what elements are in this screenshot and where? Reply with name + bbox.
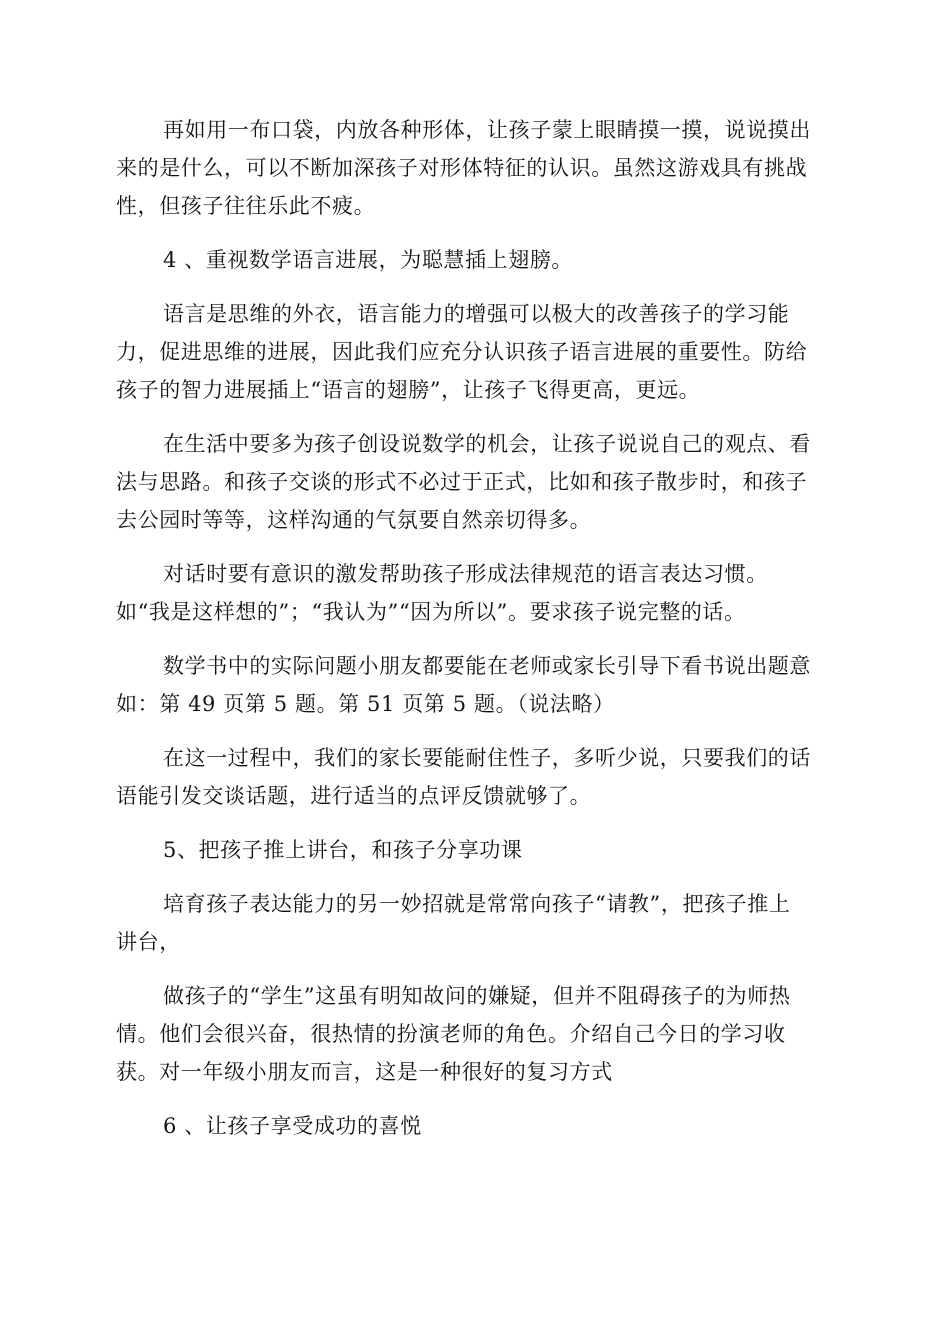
paragraph-line: 获。对一年级小朋友而言，这是一种很好的复习方式 <box>116 1060 613 1084</box>
paragraph-line: 数学书中的实际问题小朋友都要能在老师或家长引导下看书说出题意 <box>163 654 811 678</box>
paragraph-line: 讲台， <box>116 930 181 954</box>
paragraph-line: 如“我是这样想的”；“我认为”“因为所以”。要求孩子说完整的话。 <box>116 600 746 624</box>
paragraph-line: 孩子的智力进展插上“语言的翅膀”，让孩子飞得更高，更远。 <box>116 378 701 402</box>
paragraph-line: 培育孩子表达能力的另一妙招就是常常向孩子“请教”，把孩子推上 <box>163 892 791 916</box>
section-heading-6: 6 、让孩子享受成功的喜悦 <box>163 1114 422 1138</box>
paragraph-line: 来的是什么，可以不断加深孩子对形体特征的认识。虽然这游戏具有挑战 <box>116 156 808 180</box>
paragraph-line: 去公园时等等，这样沟通的气氛要自然亲切得多。 <box>116 508 592 532</box>
paragraph-line: 性，但孩子往往乐此不疲。 <box>116 194 376 218</box>
paragraph-line: 法与思路。和孩子交谈的形式不必过于正式，比如和孩子散步时，和孩子 <box>116 470 808 494</box>
paragraph-line: 再如用一布口袋，内放各种形体，让孩子蒙上眼睛摸一摸，说说摸出 <box>163 118 811 142</box>
section-heading-4: 4 、重视数学语言进展，为聪慧插上翅膀。 <box>163 248 574 272</box>
paragraph-line: 在生活中要多为孩子创设说数学的机会，让孩子说说自己的观点、看 <box>163 432 811 456</box>
paragraph-line: 在这一过程中，我们的家长要能耐住性子，多听少说，只要我们的话 <box>163 746 811 770</box>
section-heading-5: 5、把孩子推上讲台，和孩子分享功课 <box>163 838 523 862</box>
paragraph-line: 如：第 49 页第 5 题。第 51 页第 5 题。（说法略） <box>116 692 615 716</box>
paragraph-line: 做孩子的“学生”这虽有明知故问的嫌疑，但并不阻碍孩子的为师热 <box>163 984 791 1008</box>
paragraph-line: 情。他们会很兴奋，很热情的扮演老师的角色。介绍自己今日的学习收 <box>116 1022 786 1046</box>
paragraph-line: 力，促进思维的进展，因此我们应充分认识孩子语言进展的重要性。防给 <box>116 340 808 364</box>
paragraph-line: 对话时要有意识的激发帮助孩子形成法律规范的语言表达习惯。 <box>163 562 768 586</box>
paragraph-line: 语能引发交谈话题，进行适当的点评反馈就够了。 <box>116 784 592 808</box>
paragraph-line: 语言是思维的外衣，语言能力的增强可以极大的改善孩子的学习能 <box>163 302 790 326</box>
